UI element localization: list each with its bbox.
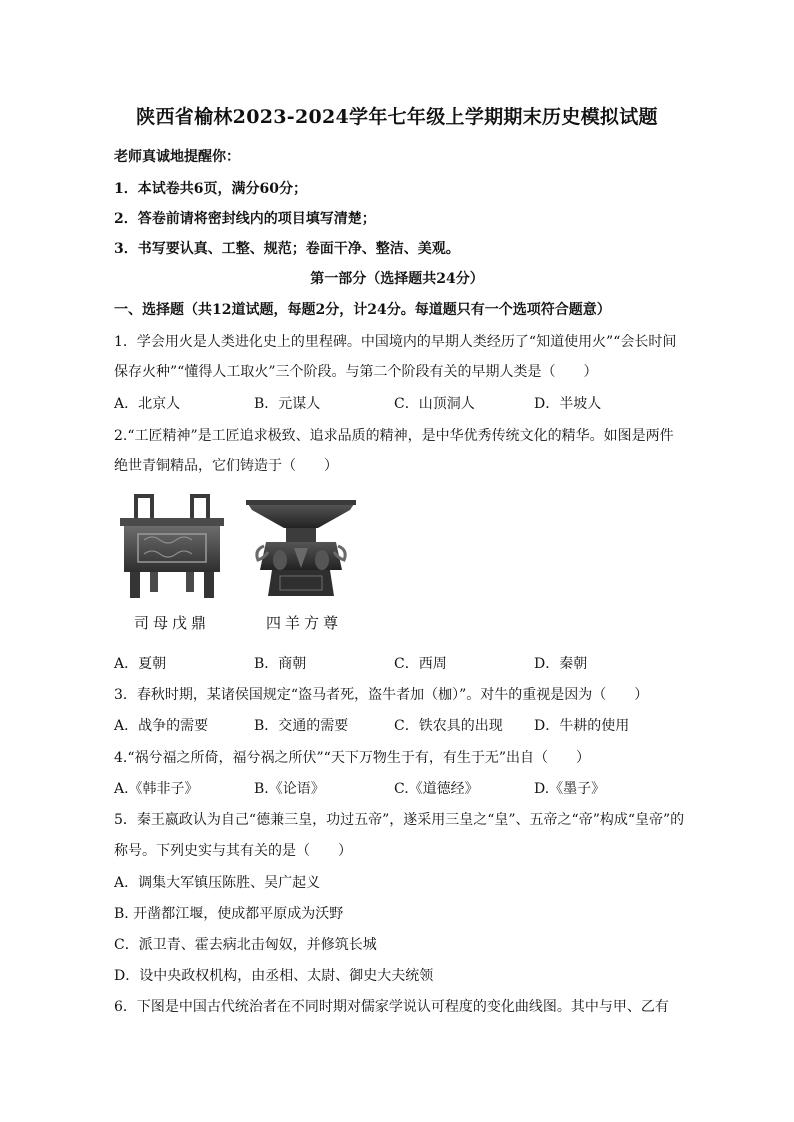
q1-option-a: A．北京人 [114, 396, 181, 412]
q1-stem-line1: 1．学会用火是人类进化史上的里程碑。中国境内的早期人类经历了“知道使用火”“会长时间 [114, 334, 677, 350]
q3-option-c: C．铁农具的出现 [394, 718, 503, 734]
q3-option-a: A．战争的需要 [114, 718, 209, 734]
q3-stem-line1: 3．春秋时期，某诸侯国规定“盗马者死，盗牛者加（枷）”。对牛的重视是因为（ ） [114, 687, 649, 703]
section-heading: 一、选择题（共12道试题，每题2分，计24分。每道题只有一个选项符合题意） [114, 302, 611, 318]
four-goat-zun-image [246, 488, 356, 603]
q4-stem-line1: 4.“祸兮福之所倚，福兮祸之所伏”“天下万物生于有，有生于无”出自（ ） [114, 750, 590, 766]
q1-option-b: B．元谋人 [254, 396, 321, 412]
figure-caption-zun: 四羊方尊 [266, 614, 343, 632]
figure-caption-ding: 司母戊鼎 [134, 614, 211, 632]
reminder-item-3: 3．书写要认真、工整、规范；卷面干净、整洁、美观。 [114, 241, 460, 257]
q5-option-a: A．调集大军镇压陈胜、吴广起义 [114, 875, 321, 891]
simuwu-ding-image [114, 488, 234, 603]
q2-option-c: C．西周 [394, 656, 447, 672]
q1-stem-line2: 保存火种”“懂得人工取火”三个阶段。与第二个阶段有关的早期人类是（ ） [114, 364, 598, 380]
reminder-item-2: 2．答卷前请将密封线内的项目填写清楚； [114, 211, 376, 227]
q6-stem-line1: 6．下图是中国古代统治者在不同时期对儒家学说认可程度的变化曲线图。其中与甲、乙有 [114, 999, 669, 1015]
q4-option-c: C.《道德经》 [394, 781, 479, 797]
q1-option-d: D．半坡人 [534, 396, 602, 412]
q2-option-b: B．商朝 [254, 656, 307, 672]
q3-option-b: B．交通的需要 [254, 718, 349, 734]
q5-stem-line1: 5．秦王嬴政认为自己“德兼三皇，功过五帝”，遂采用三皇之“皇”、五帝之“帝”构成“皇帝”的 [114, 812, 685, 828]
q2-option-d: D．秦朝 [534, 656, 588, 672]
q5-option-c: C．派卫青、霍去病北击匈奴，并修筑长城 [114, 937, 377, 953]
part1-heading: 第一部分（选择题共24分） [310, 271, 484, 287]
reminder-item-1: 1．本试卷共6页，满分60分； [114, 181, 307, 197]
q3-option-d: D．牛耕的使用 [534, 718, 630, 734]
q4-option-a: A.《韩非子》 [114, 781, 199, 797]
q5-stem-line2: 称号。下列史实与其有关的是（ ） [114, 843, 352, 859]
q5-option-d: D．设中央政权机构，由丞相、太尉、御史大夫统领 [114, 968, 434, 984]
exam-title: 陕西省榆林2023-2024学年七年级上学期期末历史模拟试题 [136, 106, 658, 128]
reminder-heading: 老师真诚地提醒你： [114, 149, 240, 165]
q2-stem-line2: 绝世青铜精品，它们铸造于（ ） [114, 458, 338, 474]
q1-option-c: C．山顶洞人 [394, 396, 475, 412]
q2-stem-line1: 2.“工匠精神”是工匠追求极致、追求品质的精神，是中华优秀传统文化的精华。如图是两件 [114, 428, 674, 444]
q4-option-b: B.《论语》 [254, 781, 325, 797]
q2-option-a: A．夏朝 [114, 656, 167, 672]
q5-option-b: B. 开凿都江堰，使成都平原成为沃野 [114, 906, 344, 922]
q4-option-d: D.《墨子》 [534, 781, 606, 797]
